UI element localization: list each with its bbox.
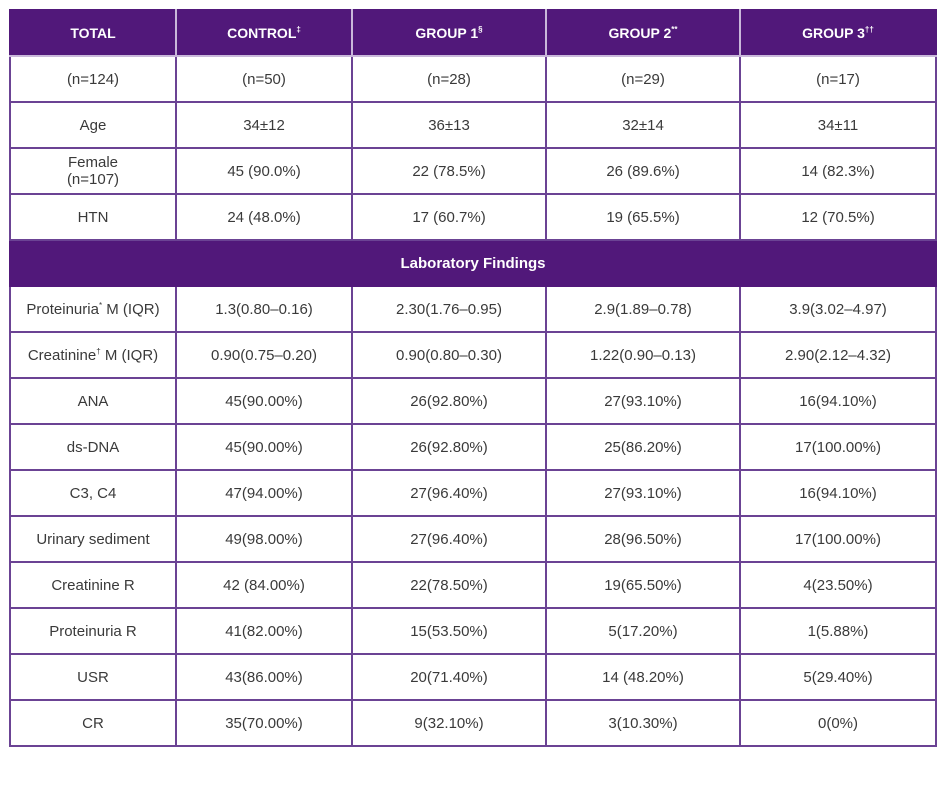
cell-control: (n=50)	[176, 56, 352, 102]
table-body	[10, 56, 936, 746]
row-footnote-mark: *	[98, 300, 103, 310]
cell-group-3: 12 (70.5%)	[740, 194, 936, 240]
cell-group-1: 2.30(1.76–0.95)	[352, 286, 546, 332]
cell-control: 45(90.00%)	[176, 378, 352, 424]
row-label: USR	[10, 654, 176, 700]
row-label: Age	[10, 102, 176, 148]
table-row-creatinine-r	[10, 562, 936, 608]
cell-group-3: 4(23.50%)	[740, 562, 936, 608]
cell-group-2: 19(65.50%)	[546, 562, 740, 608]
cell-group-3: 16(94.10%)	[740, 378, 936, 424]
cell-control: 47(94.00%)	[176, 470, 352, 516]
results-table-container	[9, 9, 935, 747]
row-label: (n=124)	[10, 56, 176, 102]
row-label: HTN	[10, 194, 176, 240]
table-row-age	[10, 102, 936, 148]
table-row-proteinuria-r	[10, 608, 936, 654]
table-row-c3-c4	[10, 470, 936, 516]
header-label: TOTAL	[70, 24, 116, 41]
header-label: CONTROL	[227, 24, 297, 41]
header-group-1	[352, 10, 546, 56]
table-row-female	[10, 148, 936, 194]
cell-group-1: 22 (78.5%)	[352, 148, 546, 194]
cell-control: 24 (48.0%)	[176, 194, 352, 240]
cell-group-1: (n=28)	[352, 56, 546, 102]
cell-group-1: 36±13	[352, 102, 546, 148]
row-label: ds-DNA	[10, 424, 176, 470]
cell-group-2: 3(10.30%)	[546, 700, 740, 746]
row-label: ANA	[10, 378, 176, 424]
cell-group-2: 1.22(0.90–0.13)	[546, 332, 740, 378]
cell-group-3: 3.9(3.02–4.97)	[740, 286, 936, 332]
row-label-suffix: M (IQR)	[100, 346, 159, 364]
table-row-sample-size	[10, 56, 936, 102]
cell-group-1: 27(96.40%)	[352, 516, 546, 562]
cell-group-1: 0.90(0.80–0.30)	[352, 332, 546, 378]
cell-group-3: 17(100.00%)	[740, 424, 936, 470]
cell-group-2: 32±14	[546, 102, 740, 148]
cell-group-1: 22(78.50%)	[352, 562, 546, 608]
cell-group-1: 26(92.80%)	[352, 378, 546, 424]
header-total	[10, 10, 176, 56]
header-footnote-mark: ††	[864, 24, 874, 34]
row-label-main: Proteinuria	[26, 300, 99, 318]
cell-control: 49(98.00%)	[176, 516, 352, 562]
cell-control: 42 (84.00%)	[176, 562, 352, 608]
row-label: Creatinine R	[10, 562, 176, 608]
header-group-3	[740, 10, 936, 56]
cell-group-2: 14 (48.20%)	[546, 654, 740, 700]
row-label-suffix: M (IQR)	[102, 300, 160, 318]
header-label: GROUP 3	[802, 24, 865, 41]
row-label-sub: (n=107)	[66, 171, 120, 188]
table-row-ana	[10, 378, 936, 424]
cell-group-3: 2.90(2.12–4.32)	[740, 332, 936, 378]
row-label	[10, 148, 176, 194]
cell-group-1: 17 (60.7%)	[352, 194, 546, 240]
cell-group-3: (n=17)	[740, 56, 936, 102]
cell-group-1: 20(71.40%)	[352, 654, 546, 700]
cell-group-2: 25(86.20%)	[546, 424, 740, 470]
row-label: CR	[10, 700, 176, 746]
cell-group-1: 9(32.10%)	[352, 700, 546, 746]
header-row	[10, 10, 936, 56]
section-header-row	[10, 240, 936, 286]
cell-group-1: 15(53.50%)	[352, 608, 546, 654]
cell-control: 0.90(0.75–0.20)	[176, 332, 352, 378]
cell-control: 1.3(0.80–0.16)	[176, 286, 352, 332]
cell-group-2: 2.9(1.89–0.78)	[546, 286, 740, 332]
cell-group-3: 5(29.40%)	[740, 654, 936, 700]
cell-group-1: 27(96.40%)	[352, 470, 546, 516]
cell-group-2: (n=29)	[546, 56, 740, 102]
table-row-ds-dna	[10, 424, 936, 470]
cell-group-2: 26 (89.6%)	[546, 148, 740, 194]
cell-group-3: 14 (82.3%)	[740, 148, 936, 194]
cell-group-3: 16(94.10%)	[740, 470, 936, 516]
cell-control: 34±12	[176, 102, 352, 148]
cell-group-3: 0(0%)	[740, 700, 936, 746]
cell-control: 41(82.00%)	[176, 608, 352, 654]
cell-group-2: 5(17.20%)	[546, 608, 740, 654]
table-header	[10, 10, 936, 56]
table-row-creatinine-iqr	[10, 332, 936, 378]
table-row-htn	[10, 194, 936, 240]
cell-control: 45 (90.0%)	[176, 148, 352, 194]
section-title: Laboratory Findings	[10, 240, 936, 286]
header-control	[176, 10, 352, 56]
cell-group-1: 26(92.80%)	[352, 424, 546, 470]
results-table	[9, 9, 937, 747]
table-row-usr	[10, 654, 936, 700]
header-group-2	[546, 10, 740, 56]
header-footnote-mark: §	[478, 24, 483, 34]
table-row-proteinuria-iqr	[10, 286, 936, 332]
cell-group-2: 27(93.10%)	[546, 470, 740, 516]
row-label: C3, C4	[10, 470, 176, 516]
header-label: GROUP 2	[608, 24, 672, 41]
cell-group-2: 19 (65.5%)	[546, 194, 740, 240]
cell-control: 35(70.00%)	[176, 700, 352, 746]
header-label: GROUP 1	[415, 24, 479, 41]
row-footnote-mark: †	[96, 346, 101, 356]
row-label: Proteinuria R	[10, 608, 176, 654]
row-label	[10, 286, 176, 332]
row-label: Urinary sediment	[10, 516, 176, 562]
row-label-main: Female	[67, 154, 119, 171]
cell-group-3: 34±11	[740, 102, 936, 148]
cell-group-2: 27(93.10%)	[546, 378, 740, 424]
cell-group-2: 28(96.50%)	[546, 516, 740, 562]
header-footnote-mark: ‡	[296, 24, 301, 34]
table-row-cr	[10, 700, 936, 746]
cell-control: 45(90.00%)	[176, 424, 352, 470]
row-label	[10, 332, 176, 378]
cell-control: 43(86.00%)	[176, 654, 352, 700]
table-row-urinary-sediment	[10, 516, 936, 562]
cell-group-3: 1(5.88%)	[740, 608, 936, 654]
header-footnote-mark: **	[671, 24, 678, 34]
row-label-main: Creatinine	[27, 346, 97, 364]
cell-group-3: 17(100.00%)	[740, 516, 936, 562]
